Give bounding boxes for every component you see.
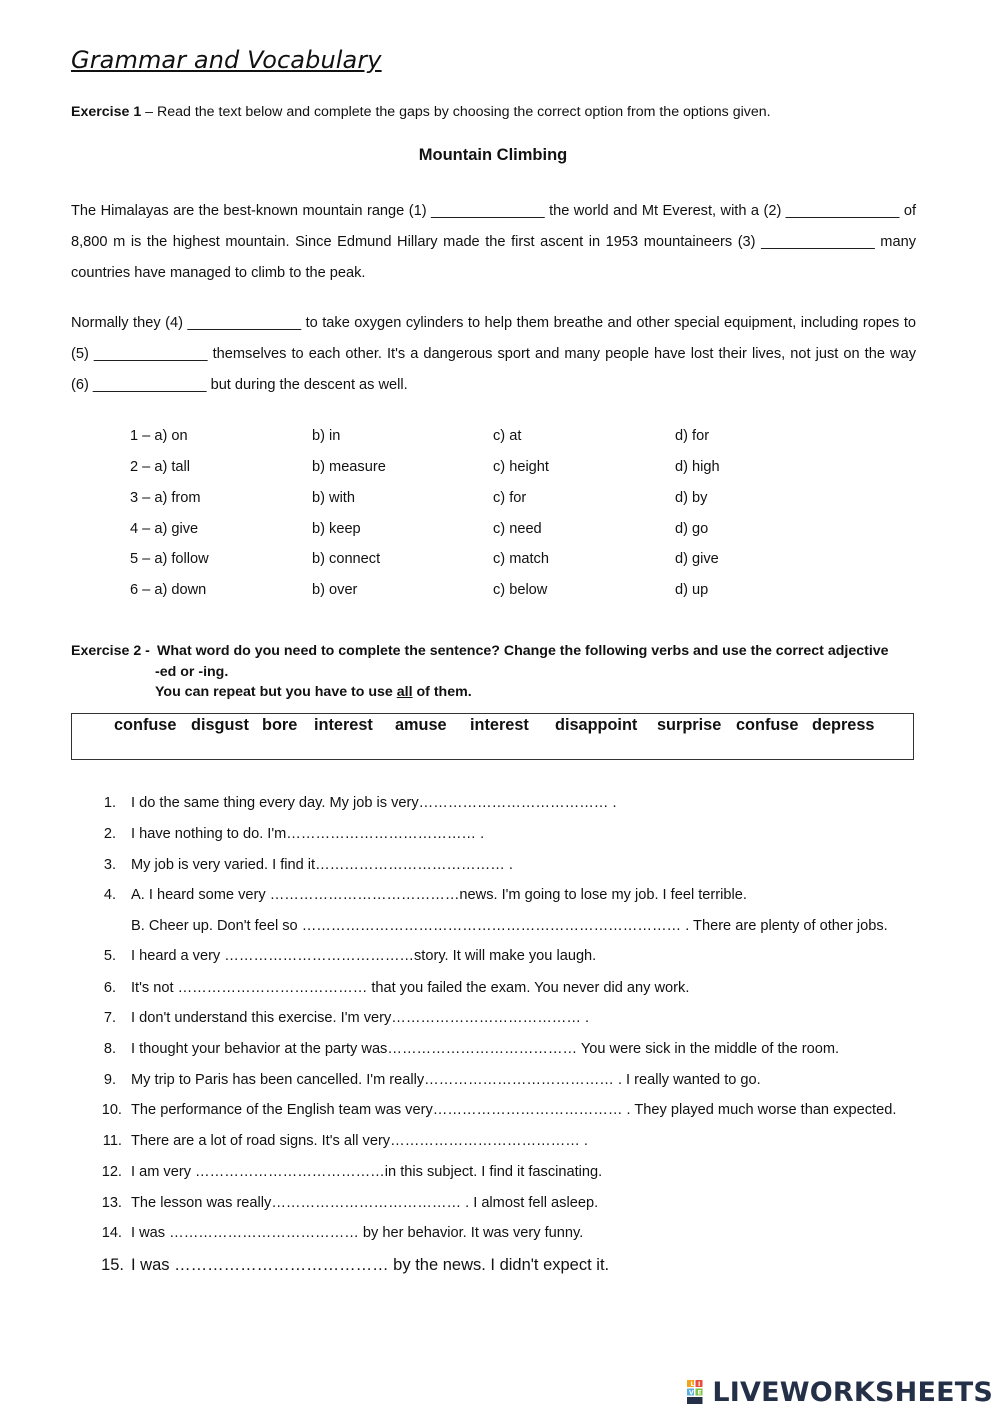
word-confuse: confuse [114,716,177,734]
svg-text:V: V [689,1389,695,1397]
sentence-14: I was ………………………………… by her behavior. It was very funny. [131,1225,584,1241]
sentence-4a: A. I heard some very …………………………………news. I'm going to lose my job. I feel terrible. [131,887,747,903]
svg-text:E: E [697,1389,702,1397]
sentence-number: 6. [103,980,116,996]
svg-text:I: I [698,1381,701,1388]
option-1d: d) for [675,428,710,444]
sentence-6: It's not ………………………………… that you failed the exam. You never did any work. [131,980,690,996]
sentence-8: I thought your behavior at the party was………………………………… You were sick in the middle of the room. [131,1041,840,1057]
sentence-5: I heard a very …………………………………story. It will make you laugh. [131,948,597,964]
sentence-number: 7. [103,1010,116,1026]
exercise1-label: Exercise 1 [71,104,142,120]
sentence-number: 8. [103,1041,116,1057]
sentence-number: 11. [102,1133,122,1149]
option-2a: 2 – a) tall [130,459,191,475]
sentence-number: 4. [103,887,116,903]
exercise1-instruction-text: – Read the text below and complete the gaps by choosing the correct option from the options given. [141,104,771,120]
option-6d: d) up [675,582,709,598]
sentence-number: 15. [101,1256,124,1274]
option-1a: 1 – a) on [130,428,188,444]
option-2d: d) high [675,459,720,475]
word-bore: bore [262,716,298,734]
brand-logo[interactable] [686,1377,993,1407]
sentence-13: The lesson was really………………………………… . I almost fell asleep. [131,1195,599,1211]
svg-text:L: L [690,1381,695,1388]
sentence-number: 5. [103,948,116,964]
word-disgust: disgust [191,716,249,734]
sentence-number: 13. [101,1195,122,1211]
sentence-number: 14. [101,1225,122,1241]
option-5c: c) match [493,551,549,567]
instruction-text-a: You can repeat but you have to use [155,684,397,700]
sentence-11: There are a lot of road signs. It's all very………………………………… . [131,1133,588,1149]
exercise2-instruction-line3 [155,684,472,700]
word-amuse: amuse [395,716,447,734]
option-6b: b) over [312,582,358,598]
sentence-number: 9. [103,1072,116,1088]
sentence-number: 10. [101,1102,122,1118]
sentence-10: The performance of the English team was very………………………………… . They played much worse than expected. [131,1102,897,1118]
exercise2-instruction-line2: -ed or -ing. [155,664,229,680]
option-2c: c) height [493,459,549,475]
option-5d: d) give [675,551,719,567]
option-5b: b) connect [312,551,381,567]
sentence-3: My job is very varied. I find it………………………………… . [131,857,513,873]
word-interest-1: interest [314,716,373,734]
sentence-number: 12. [101,1164,122,1180]
word-confuse-2: confuse [736,716,799,734]
option-3d: d) by [675,490,708,506]
word-interest-2: interest [470,716,529,734]
sentence-4b: B. Cheer up. Don't feel so …………………………………………………………………… . There are plenty of other jobs. [131,918,888,934]
option-3a: 3 – a) from [130,490,201,506]
instruction-emphasis-all: all [396,684,413,700]
sentence-number: 1. [103,795,116,811]
sentence-7: I don't understand this exercise. I'm very………………………………… . [131,1010,590,1026]
option-3c: c) for [493,490,527,506]
option-1b: b) in [312,428,341,444]
option-1c: c) at [493,428,522,444]
sentence-12: I am very …………………………………in this subject. I find it fascinating. [131,1164,603,1180]
text-title: Mountain Climbing [418,146,568,164]
sentence-2: I have nothing to do. I'm………………………………… . [131,826,485,842]
option-5a: 5 – a) follow [130,551,209,567]
sentence-9: My trip to Paris has been cancelled. I'm really………………………………… . I really wanted to go. [131,1072,761,1088]
sentence-number: 3. [103,857,116,873]
paragraph-2: Normally they (4) ______________ to take oxygen cylinders to help them breathe and other special equipment, including ropes to (5) ______________ themselves to each other. It's a dangerous sport and many people have lost their lives, not just on the way (6) ______________ but during the descent as well. [71,315,916,393]
brand-name: LIVEWORKSHEETS [712,1376,993,1408]
option-4d: d) go [675,521,709,537]
paragraph-1: The Himalayas are the best-known mountain range (1) ______________ the world and Mt Everest, with a (2) ______________ of 8,800 m is the highest mountain. Since Edmund Hillary made the first ascent in 1953 mountaineers (3) ______________ many countries have managed to climb to the peak. [71,203,916,281]
option-2b: b) measure [312,459,386,475]
exercise2-instruction-line1: What word do you need to complete the sentence? Change the following verbs and use the correct adjective [157,643,889,659]
sentence-number: 2. [103,826,116,842]
option-3b: b) with [312,490,355,506]
word-surprise: surprise [657,716,722,734]
instruction-text-c: of them. [412,684,472,700]
sentence-1: I do the same thing every day. My job is very………………………………… . [131,795,617,811]
word-depress: depress [812,716,875,734]
exercise1-instruction [71,104,771,120]
sentence-15: I was ………………………………… by the news. I didn't expect it. [131,1256,610,1274]
page-title: Grammar and Vocabulary [71,46,382,74]
option-4c: c) need [493,521,542,537]
option-4b: b) keep [312,521,361,537]
option-6c: c) below [493,582,548,598]
option-6a: 6 – a) down [130,582,207,598]
exercise2-label: Exercise 2 - [71,643,150,659]
word-disappoint: disappoint [555,716,638,734]
liveworksheets-logo-icon [686,1379,712,1405]
option-4a: 4 – a) give [130,521,199,537]
